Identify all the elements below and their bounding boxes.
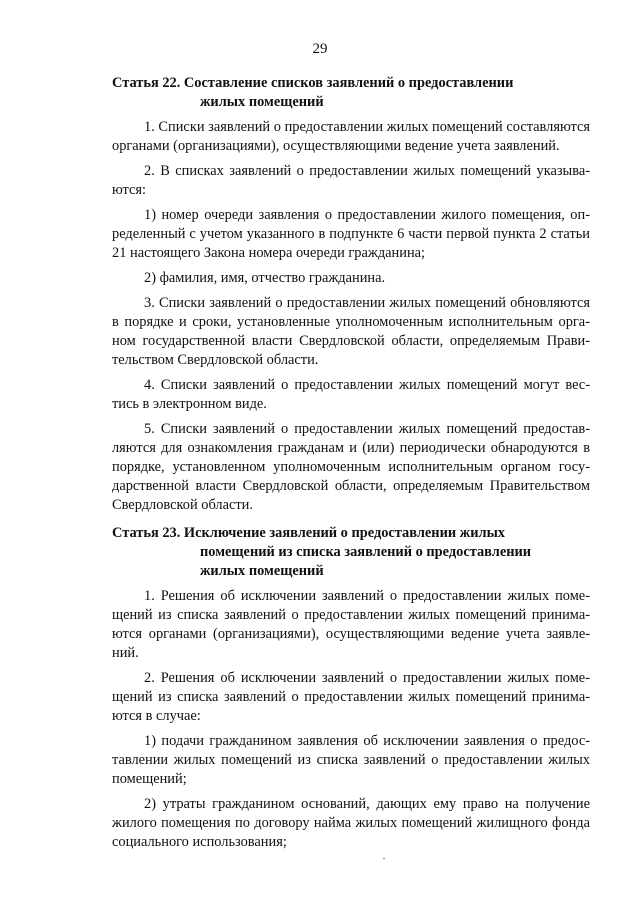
paragraph: 2. Решения об исключении заявлений о предоставлении жилых помещений из списка заявлений о предоставлении жилых помещений принимаются в случае: bbox=[112, 670, 590, 724]
article-title bbox=[112, 524, 590, 581]
article-title-line: жилых помещений bbox=[200, 94, 324, 110]
paragraph: 1) подачи гражданином заявления об исключении заявления о предоставлении жилых помещений из списка заявлений о предоставлении жилых помещений; bbox=[112, 733, 590, 787]
paragraph: 2. В списках заявлений о предоставлении жилых помещений указываются: bbox=[112, 163, 590, 198]
article-23 bbox=[112, 524, 590, 852]
paragraph: 3. Списки заявлений о предоставлении жилых помещений обновляются в порядке и сроки, установленные уполномоченным исполнительным органом государственной власти Свердловской области, определяемым Правительством Свердловской области. bbox=[112, 295, 590, 368]
paragraph: 1) номер очереди заявления о предоставлении жилого помещения, определенный с учетом указанного в подпункте 6 части первой пункта 2 статьи 21 настоящего Закона номера очереди гражданина; bbox=[112, 207, 590, 261]
paragraph: 1. Списки заявлений о предоставлении жилых помещений составляются органами (организациями), осуществляющими ведение учета заявлений. bbox=[112, 119, 590, 154]
paragraph: 1. Решения об исключении заявлений о предоставлении жилых помещений из списка заявлений о предоставлении жилых помещений принимаются органами (организациями), осуществляющими ведение учета заявлений. bbox=[112, 588, 590, 661]
page-number: 29 bbox=[312, 41, 328, 57]
article-title-line: жилых помещений bbox=[200, 563, 324, 579]
page-body bbox=[112, 74, 590, 857]
article-title-line: Статья 22. Составление списков заявлений о предоставлении bbox=[112, 75, 514, 91]
paragraph: 2) фамилия, имя, отчество гражданина. bbox=[144, 270, 386, 286]
scan-speck bbox=[383, 858, 385, 859]
article-title-line: Статья 23. Исключение заявлений о предоставлении жилых bbox=[112, 525, 505, 541]
paragraph: 4. Списки заявлений о предоставлении жилых помещений могут вестись в электронном виде. bbox=[112, 377, 590, 412]
article-title bbox=[112, 74, 590, 112]
article-title-line: помещений из списка заявлений о предоставлении bbox=[200, 544, 532, 560]
paragraph: 2) утраты гражданином оснований, дающих ему право на получение жилого помещения по договору найма жилых помещений жилищного фонда социального использования; bbox=[112, 796, 590, 850]
article-22 bbox=[112, 74, 590, 515]
paragraph: 5. Списки заявлений о предоставлении жилых помещений предоставляются для ознакомления гражданам и (или) периодически обнародуются в порядке, установленном уполномоченным исполнительным органом государственной власти Свердловской области, определяемым Правительством Свердловской области. bbox=[112, 421, 590, 513]
